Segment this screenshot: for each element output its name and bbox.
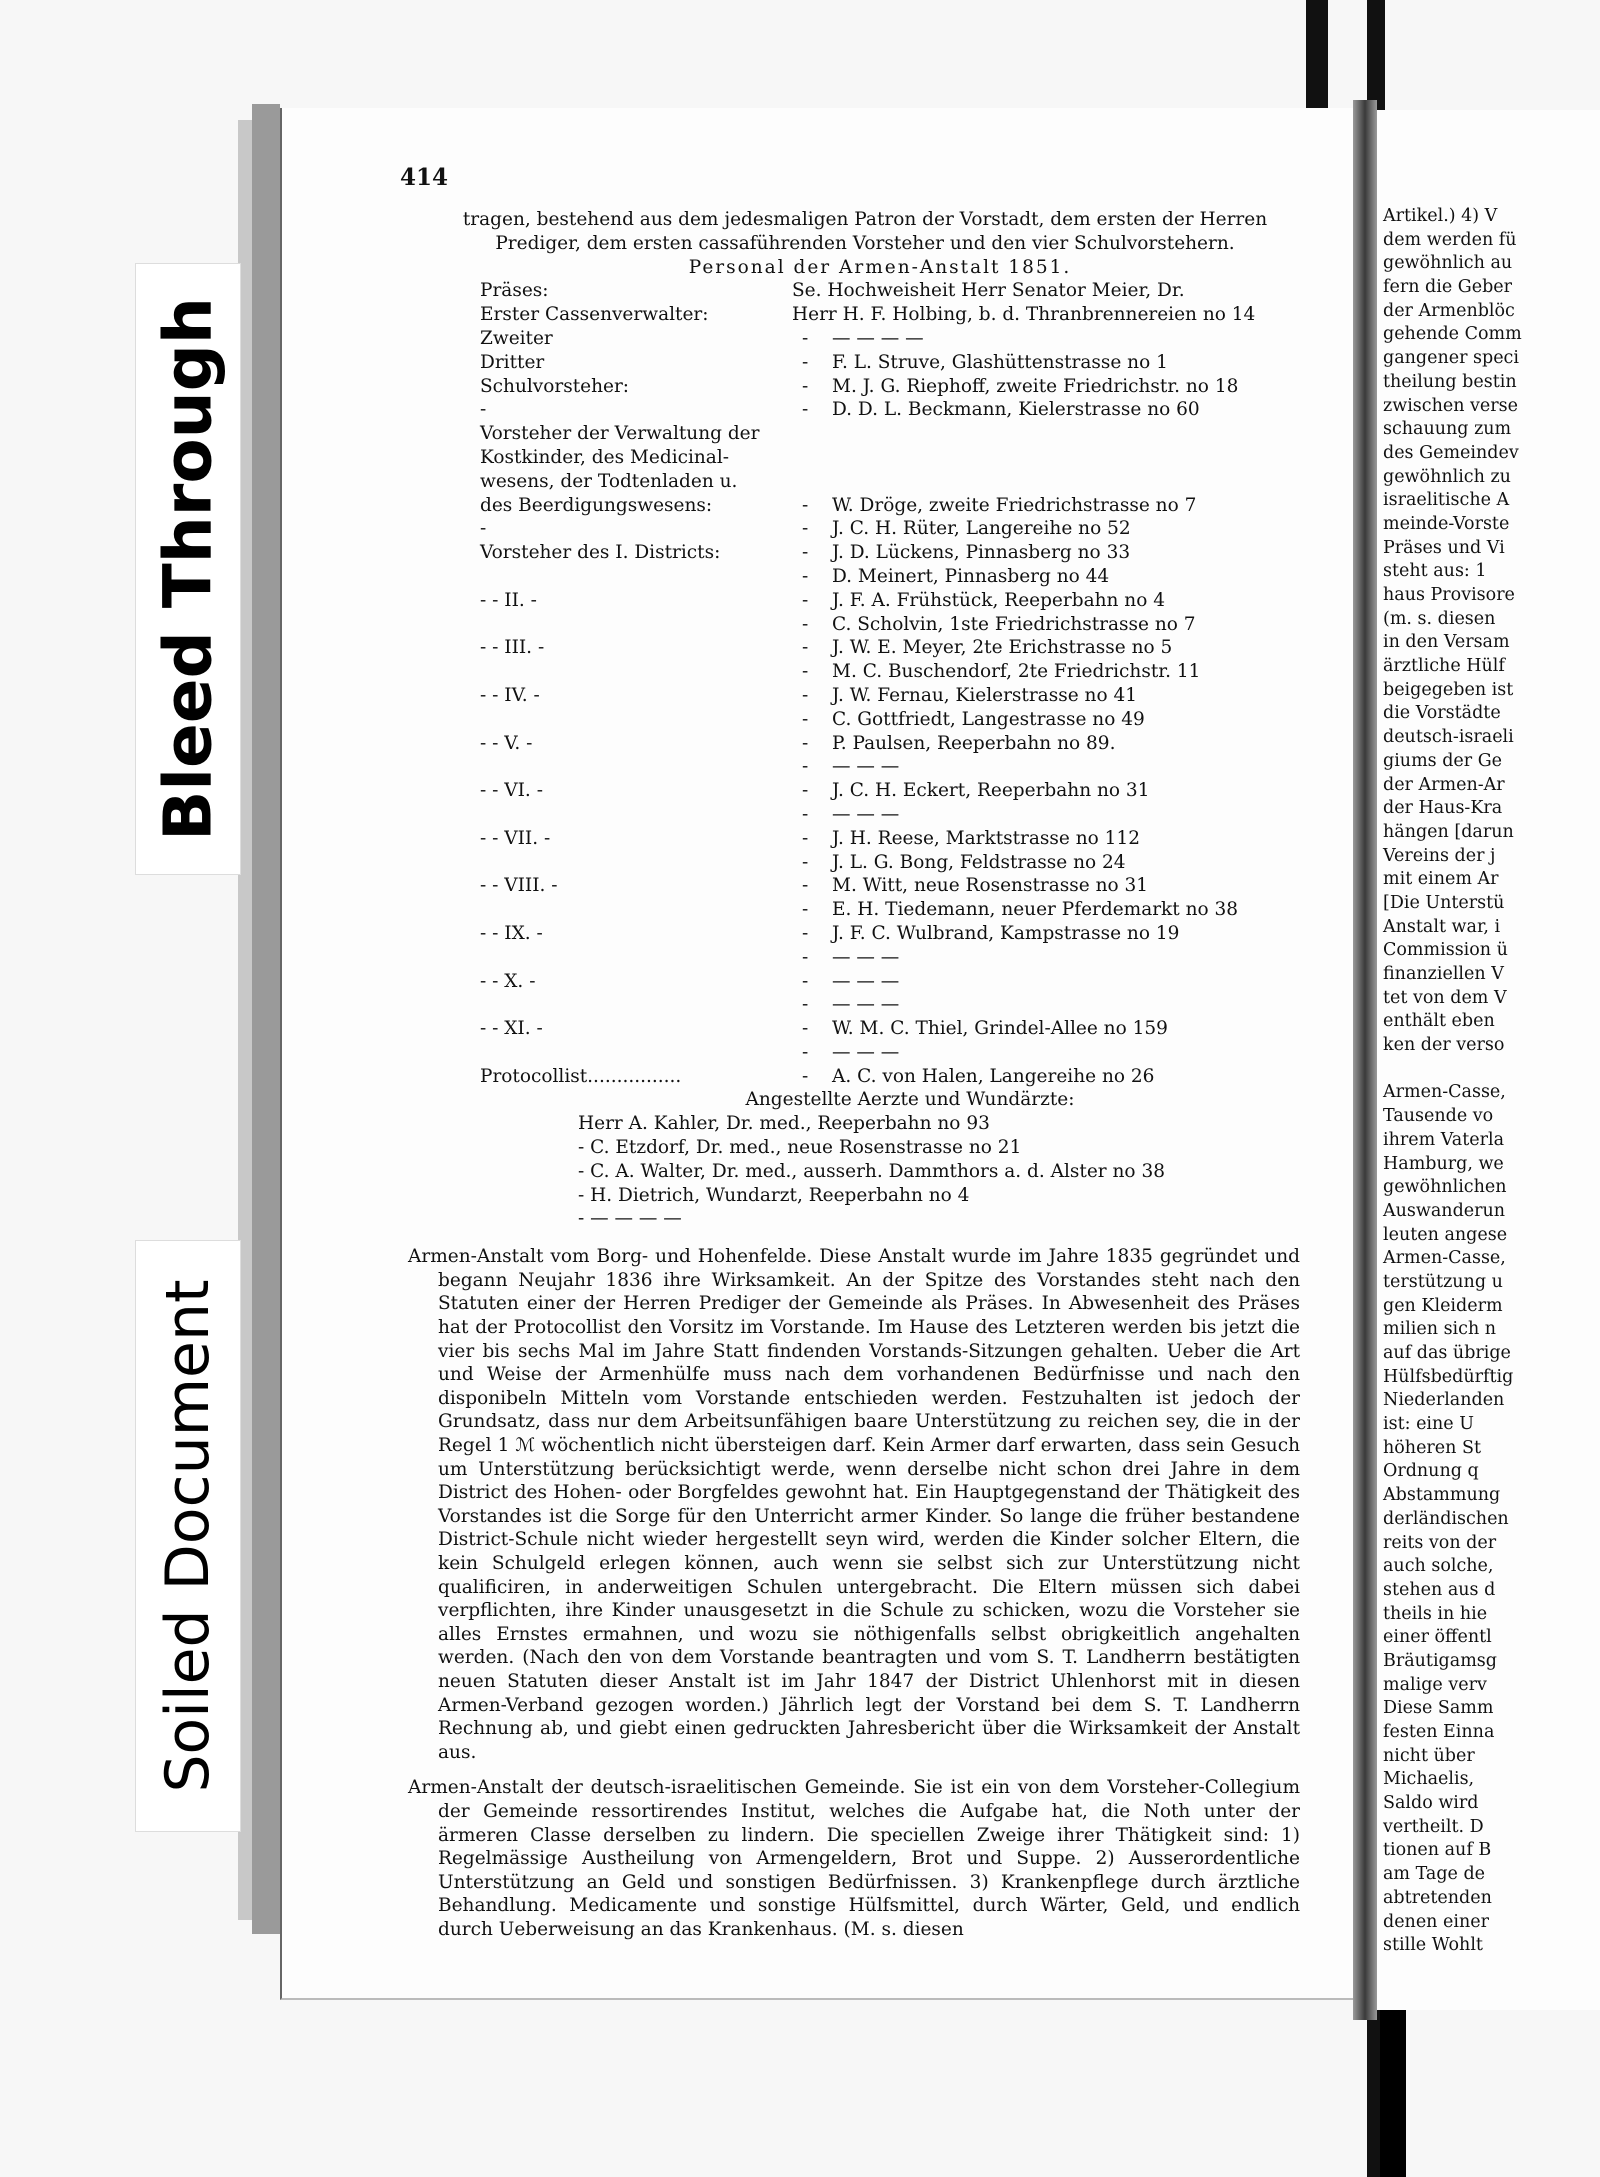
personal-dash: - (802, 684, 809, 706)
personal-dash: - (802, 780, 809, 802)
personal-row (480, 327, 1300, 351)
personal-dash: - (802, 899, 809, 921)
right-page-line: malige verv (1383, 1674, 1487, 1695)
personal-dash: - (802, 827, 809, 849)
right-page-line: mit einem Ar (1383, 869, 1499, 890)
doctor-row: Herr A. Kahler, Dr. med., Reeperbahn no 93 (578, 1113, 990, 1135)
doctor-row: - — — — — (578, 1208, 682, 1230)
right-page-line: Hamburg, we (1383, 1153, 1504, 1174)
doctor-row: - C. Etzdorf, Dr. med., neue Rosenstrasse no 21 (578, 1137, 1022, 1159)
personal-name: — — — (832, 994, 900, 1016)
personal-role: - (480, 399, 487, 421)
personal-name: F. L. Struve, Glashüttenstrasse no 1 (832, 351, 1168, 373)
right-page-line: auf das übrige (1383, 1343, 1511, 1363)
paragraph-borg-hohenfelde: Armen-Anstalt vom Borg- und Hohenfelde. Diese Anstalt wurde im Jahre 1835 gegründet und begann Neujahr 1836 ihre Wirksamkeit. An der Spitze des Vorstandes steht nach den Statuten einer der Herren Prediger der Gemeinde als Präses. In Abwesenheit des Präses hat der Protocollist den Vorsitz im Vorstande. Im Hause des Letzteren werden bis jetzt die vier bis sechs Mal im Jahre Statt findenden Vorstands-Sitzungen gehalten. Ueber die Art und Weise der Armenhülfe muss nach dem vorhandenen Bedürfnisse und nach den disponibeln Mitteln vom Vorstande entschieden werden. Festzuhalten ist jedoch der Grundsatz, dass nur dem Arbeitsunfähigen baare Unterstützung zu reichen sey, die in der Regel 1 ℳ wöchentlich nicht übersteigen darf. Kein Armer darf erwarten, dass sein Gesuch um Unterstützung berücksichtigt werde, wenn derselbe nicht schon drei Jahre in dem District des Hohen- oder Borgfeldes gewohnt hat. Ein Hauptgegenstand der Thätigkeit des Vorstandes ist die Sorge für den Unterricht armer Kinder. So lange die früher bestandene District-Schule nicht wieder hergestellt seyn wird, werden die Kinder solcher Eltern, die kein Schulgeld erlegen können, auch wenn sie selbst sich zur Unterstützung nicht qualificiren, in anderweitigen Schulen untergebracht. Die Eltern müssen sich dabei verpflichten, ihre Kinder unausgesetzt in die Schule zu schicken, wozu die Vorsteher sie alles Ernstes ermahnen, und wozu sie nöthigenfalls selbst obrigkeitlich angehalten werden. (Nach den von dem Vorstande beantragten und vom S. T. Landherrn bestätigten neuen Statuten dieser Anstalt ist im Jahr 1847 der District Uhlenhorst mit in diesen Armen-Verband gezogen worden.) Jährlich legt der Vorstand bei dem S. T. Landherrn Rechnung ab, und giebt einen gedruckten Jahresbericht über die Wirksamkeit der Anstalt aus. (408, 1246, 1300, 1763)
personal-dash: - (802, 1065, 809, 1087)
personal-dash: - (802, 518, 809, 540)
personal-role: Zweiter (480, 327, 553, 349)
personal-dash: - (802, 1041, 809, 1063)
personal-dash: - (802, 875, 809, 897)
right-page-line: gewöhnlich au (1383, 253, 1513, 274)
personal-name: M. Witt, neue Rosenstrasse no 31 (832, 875, 1149, 897)
personal-name: D. Meinert, Pinnasberg no 44 (832, 565, 1110, 587)
right-page-line: steht aus: 1 (1383, 561, 1487, 582)
right-page-line: Auswanderun (1383, 1200, 1506, 1221)
right-page-line: stille Wohlt (1383, 1935, 1483, 1956)
right-page-line: einer öffentl (1383, 1627, 1492, 1648)
right-page-line: vertheilt. D (1383, 1816, 1484, 1837)
book-gutter (1353, 100, 1377, 2020)
personal-row (480, 708, 1300, 732)
personal-dash: - (802, 1018, 809, 1040)
personal-row (480, 779, 1300, 803)
right-page-line: ken der verso (1383, 1035, 1505, 1056)
doctor-row: - C. A. Walter, Dr. med., ausserh. Dammthors a. d. Alster no 38 (578, 1160, 1165, 1182)
right-page-line: Tausende vo (1383, 1106, 1494, 1127)
personal-row (480, 660, 1300, 684)
personal-name: J. H. Reese, Marktstrasse no 112 (832, 827, 1140, 849)
black-strap-bottom (1380, 2010, 1406, 2177)
personal-list (480, 279, 1300, 1088)
personal-row (480, 636, 1300, 660)
personal-row (480, 1065, 1300, 1089)
right-page-line: Niederlanden (1383, 1390, 1505, 1411)
personal-dash: - (802, 661, 809, 683)
bleed-through-label (135, 263, 241, 875)
right-page-line: Abstammung (1383, 1485, 1501, 1506)
personal-role: - - IX. - (480, 922, 543, 944)
right-page-line: Saldo wird (1383, 1793, 1479, 1814)
personal-dash: - (802, 994, 809, 1016)
right-page-line: milien sich n (1383, 1319, 1497, 1340)
personal-name: C. Scholvin, 1ste Friedrichstrasse no 7 (832, 613, 1196, 635)
personal-row (480, 922, 1300, 946)
personal-name: — — — (832, 946, 900, 968)
right-page-line: dem werden fü (1383, 229, 1517, 250)
personal-row (480, 946, 1300, 970)
soiled-document-label (135, 1240, 241, 1832)
personal-role: - - X. - (480, 970, 536, 992)
personal-dash: - (802, 851, 809, 873)
personal-row (480, 803, 1300, 827)
personal-row (480, 970, 1300, 994)
right-page-line: tionen auf B (1383, 1840, 1492, 1861)
personal-role: - - II. - (480, 589, 537, 611)
personal-row (480, 351, 1300, 375)
page-content (400, 208, 1300, 1941)
personal-row (480, 589, 1300, 613)
personal-row (480, 851, 1300, 875)
right-page-line: gen Kleiderm (1383, 1295, 1503, 1316)
right-page-line: deutsch-israeli (1383, 727, 1514, 748)
personal-row (480, 541, 1300, 565)
personal-role: - - XI. - (480, 1018, 543, 1040)
personal-name: J. W. Fernau, Kielerstrasse no 41 (832, 684, 1138, 706)
right-page-line: enthält eben (1383, 1011, 1495, 1032)
right-page-line: abtretenden (1383, 1887, 1492, 1908)
right-page-line: tet von dem V (1383, 987, 1507, 1008)
personal-dash: - (802, 327, 809, 349)
personal-role: Kostkinder, des Medicinal- (480, 446, 730, 468)
personal-role: - - VI. - (480, 780, 543, 802)
right-page-line: Bräutigamsg (1383, 1650, 1497, 1671)
personal-role: - - VIII. - (480, 875, 558, 897)
personal-dash: - (802, 375, 809, 397)
right-page-line: höheren St (1383, 1437, 1482, 1458)
personal-dash: - (802, 637, 809, 659)
personal-dash: - (802, 756, 809, 778)
right-page-line: der Haus-Kra (1383, 798, 1503, 819)
right-page-line: nicht über (1383, 1745, 1475, 1766)
right-page-line: hängen [darun (1383, 821, 1514, 842)
right-page-line: Hülfsbedürftig (1383, 1366, 1514, 1387)
right-page-line: [Die Unterstü (1383, 892, 1505, 913)
personal-row (480, 398, 1300, 422)
right-page-line: beigegeben ist (1383, 679, 1514, 700)
right-page-line: finanziellen V (1383, 964, 1504, 984)
personal-name: J. F. C. Wulbrand, Kampstrasse no 19 (832, 922, 1180, 944)
right-page-text (1383, 205, 1522, 1958)
personal-row (480, 279, 1300, 303)
personal-dash: - (802, 803, 809, 825)
right-page-line: stehen aus d (1383, 1579, 1496, 1600)
personal-name: — — — (832, 1041, 900, 1063)
personal-name: — — — — (832, 327, 924, 349)
page-number: 414 (400, 164, 449, 191)
right-page-line: in den Versam (1383, 632, 1510, 653)
personal-row (480, 684, 1300, 708)
right-page-line: des Gemeindev (1383, 442, 1519, 463)
right-page-line: auch solche, (1383, 1556, 1494, 1577)
personal-role: Präses: (480, 280, 549, 302)
personal-role: - (480, 518, 487, 540)
right-page-line: Ordnung q (1383, 1461, 1479, 1482)
personal-dash: - (802, 922, 809, 944)
personal-name: M. J. G. Riephoff, zweite Friedrichstr. no 18 (832, 375, 1239, 397)
personal-name: — — — (832, 756, 900, 778)
right-page-line: der Armen-Ar (1383, 774, 1505, 795)
personal-name: W. M. C. Thiel, Grindel-Allee no 159 (832, 1018, 1168, 1040)
personal-name: J. C. H. Rüter, Langereihe no 52 (832, 518, 1131, 540)
right-page-line: israelitische A (1383, 490, 1510, 511)
black-strap-top (1306, 0, 1328, 110)
personal-name: — — — (832, 970, 900, 992)
right-page-line: haus Provisore (1383, 585, 1515, 605)
right-page-line: fern die Geber (1383, 277, 1513, 298)
right-page-line: am Tage de (1383, 1864, 1486, 1885)
personal-name: D. D. L. Beckmann, Kielerstrasse no 60 (832, 399, 1200, 421)
personal-role: Protocollist................ (480, 1065, 682, 1087)
personal-name: J. C. H. Eckert, Reeperbahn no 31 (832, 780, 1150, 802)
personal-name: — — — (832, 803, 900, 825)
right-page-line: Armen-Casse, (1383, 1082, 1506, 1103)
right-page-line: meinde-Vorste (1383, 513, 1510, 534)
personal-name: C. Gottfriedt, Langestrasse no 49 (832, 708, 1145, 730)
personal-row (480, 422, 1300, 446)
personal-row (480, 303, 1300, 327)
right-page-line: denen einer (1383, 1911, 1489, 1932)
personal-row (480, 470, 1300, 494)
right-page-line: die Vorstädte (1383, 703, 1501, 724)
right-page-line: Präses und Vi (1383, 537, 1505, 558)
personal-name: P. Paulsen, Reeperbahn no 89. (832, 732, 1116, 754)
right-page-line: reits von der (1383, 1532, 1497, 1553)
right-page-line: schauung zum (1383, 419, 1512, 440)
right-page-line: Anstalt war, i (1383, 916, 1501, 937)
personal-row (480, 446, 1300, 470)
personal-row (480, 732, 1300, 756)
personal-row (480, 565, 1300, 589)
right-page-line: festen Einna (1383, 1722, 1495, 1742)
personal-name: A. C. von Halen, Langereihe no 26 (832, 1065, 1155, 1087)
right-page-line: (m. s. diesen (1383, 608, 1496, 629)
right-page-line: Michaelis, (1383, 1769, 1475, 1790)
personal-role: - - V. - (480, 732, 533, 754)
personal-role: - - VII. - (480, 827, 551, 849)
right-page (1377, 110, 1600, 2010)
right-page-line: Artikel.) 4) V (1383, 206, 1498, 226)
personal-dash: - (802, 542, 809, 564)
personal-role: Vorsteher der Verwaltung der (480, 423, 760, 445)
personal-dash: - (802, 613, 809, 635)
personal-role: Schulvorsteher: (480, 375, 630, 397)
right-page-line: gewöhnlichen (1383, 1177, 1507, 1198)
right-page-line: gangener speci (1383, 348, 1519, 369)
personal-role: Dritter (480, 351, 545, 373)
right-page-line: zwischen verse (1383, 395, 1518, 416)
right-page-line: ärztliche Hülf (1383, 656, 1505, 677)
personal-row (480, 898, 1300, 922)
right-page-line: ist: eine U (1383, 1414, 1474, 1435)
intro-line: Prediger, dem ersten cassaführenden Vorsteher und den vier Schulvorstehern. (495, 232, 1235, 254)
personal-role: Vorsteher des I. Districts: (480, 542, 721, 564)
personal-role: - - IV. - (480, 684, 540, 706)
right-page-line: Diese Samm (1383, 1698, 1494, 1719)
personal-name: Se. Hochweisheit Herr Senator Meier, Dr. (792, 280, 1185, 302)
personal-row (480, 375, 1300, 399)
right-page-line: gewöhnlich zu (1383, 466, 1511, 487)
personal-name: J. L. G. Bong, Feldstrasse no 24 (832, 851, 1126, 873)
personal-heading: Personal der Armen-Anstalt 1851. (688, 256, 1072, 278)
intro-text (400, 208, 1300, 256)
right-page-line: Commission ü (1383, 940, 1508, 961)
right-page-line: terstützung u (1383, 1271, 1503, 1292)
personal-name: E. H. Tiedemann, neuer Pferdemarkt no 38 (832, 899, 1239, 921)
personal-dash: - (802, 708, 809, 730)
personal-dash: - (802, 565, 809, 587)
personal-row (480, 993, 1300, 1017)
bleed-through-text: Bleed Through (149, 297, 227, 841)
personal-dash: - (802, 970, 809, 992)
book-edge (252, 104, 280, 1934)
right-page-line: Vereins der j (1383, 845, 1496, 866)
doctors-heading: Angestellte Aerzte und Wundärzte: (745, 1089, 1075, 1111)
personal-role: - - III. - (480, 637, 545, 659)
personal-name: M. C. Buschendorf, 2te Friedrichstr. 11 (832, 661, 1201, 683)
personal-dash: - (802, 946, 809, 968)
personal-role: Erster Cassenverwalter: (480, 304, 709, 326)
personal-row (480, 755, 1300, 779)
right-page-line: derländischen (1383, 1508, 1509, 1529)
soiled-document-text: Soiled Document (153, 1279, 223, 1793)
right-page-line: giums der Ge (1383, 750, 1503, 771)
personal-row (480, 1017, 1300, 1041)
left-page (280, 108, 1355, 2000)
personal-dash: - (802, 399, 809, 421)
personal-row (480, 874, 1300, 898)
paragraph-israelitische-gemeinde: Armen-Anstalt der deutsch-israelitischen Gemeinde. Sie ist ein von dem Vorsteher-Collegium der Gemeinde ressortirendes Institut, welches die Aufgabe hat, die Noth unter der ärmeren Classe derselben zu lindern. Die speciellen Zweige ihrer Thätigkeit sind: 1) Regelmässige Austheilung von Armengeldern, Brot und Suppe. 2) Ausserordentliche Unterstützung an Geld und sonstigen Bedürfnissen. 3) Krankenpflege durch ärztliche Behandlung. Medicamente und sonstige Hülfsmittel, durch Wärter, Geld, und endlich durch Ueberweisung an das Krankenhaus. (M. s. diesen (408, 1777, 1300, 1940)
right-page-line: Armen-Casse, (1383, 1248, 1506, 1269)
intro-line: tragen, bestehend aus dem jedesmaligen Patron der Vorstadt, dem ersten der Herren (462, 209, 1268, 230)
personal-row (480, 1041, 1300, 1065)
personal-dash: - (802, 494, 809, 516)
personal-name: Herr H. F. Holbing, b. d. Thranbrennereien no 14 (792, 304, 1256, 326)
right-page-line: gehende Comm (1383, 324, 1522, 345)
personal-name: J. W. E. Meyer, 2te Erichstrasse no 5 (832, 637, 1173, 659)
personal-dash: - (802, 732, 809, 754)
right-page-line: leuten angese (1383, 1224, 1508, 1245)
right-page-line (1383, 1058, 1522, 1082)
personal-role: des Beerdigungswesens: (480, 494, 713, 516)
personal-name: W. Dröge, zweite Friedrichstrasse no 7 (832, 494, 1197, 516)
right-page-line: theils in hie (1383, 1603, 1488, 1624)
right-page-line: theilung bestin (1383, 371, 1517, 392)
right-page-line: der Armenblöc (1383, 300, 1515, 321)
personal-dash: - (802, 351, 809, 373)
right-page-line: ihrem Vaterla (1383, 1129, 1504, 1150)
personal-dash: - (802, 589, 809, 611)
personal-row (480, 613, 1300, 637)
personal-row (480, 827, 1300, 851)
personal-row (480, 494, 1300, 518)
doctors-list (578, 1112, 1300, 1231)
personal-role: wesens, der Todtenladen u. (480, 470, 738, 492)
personal-row (480, 517, 1300, 541)
personal-name: J. F. A. Frühstück, Reeperbahn no 4 (832, 589, 1166, 611)
personal-name: J. D. Lückens, Pinnasberg no 33 (832, 542, 1131, 564)
doctor-row: - H. Dietrich, Wundarzt, Reeperbahn no 4 (578, 1184, 970, 1206)
